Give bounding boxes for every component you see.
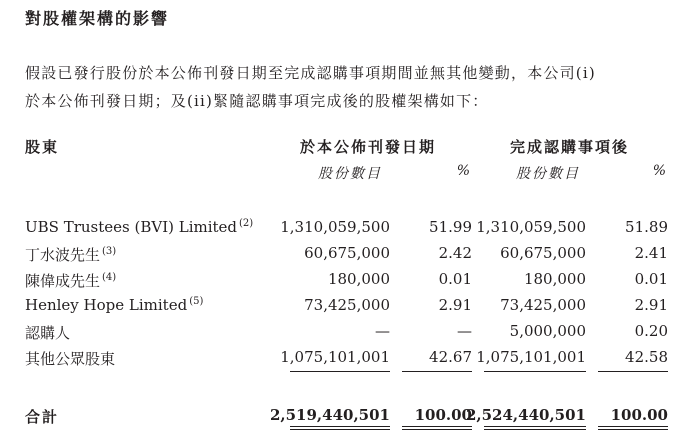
shareholder-header: 股東 xyxy=(25,138,60,156)
total-pct-after: 100.00 xyxy=(610,406,668,424)
pct-after-cell: 2.41 xyxy=(634,244,668,262)
pct-after-cell: 42.58 xyxy=(625,348,668,366)
intro-line-2: 於本公佈刊發日期；及(ii)緊隨認購事項完成後的股權架構如下： xyxy=(25,92,489,110)
pct-now-cell: — xyxy=(457,322,472,340)
shares-subheader-now: 股份數目 xyxy=(318,166,382,182)
shareholder-name xyxy=(25,296,203,314)
pct-after-cell: 0.20 xyxy=(634,322,668,340)
shareholder-name-text: 其他公眾股東 xyxy=(25,350,116,368)
shareholder-name xyxy=(25,270,116,291)
pct-now-cell: 2.42 xyxy=(438,244,472,262)
shares-now-cell: 1,310,059,500 xyxy=(280,218,390,236)
section-heading: 對股權架構的影響 xyxy=(25,9,170,28)
intro-line-1: 假設已發行股份於本公佈刊發日期至完成認購事項期間並無其他變動，本公司(i) xyxy=(25,64,596,82)
total-pct-now: 100.00 xyxy=(414,406,472,424)
total-line-2-pct-now xyxy=(402,429,472,430)
subtotal-line-pct-now xyxy=(402,371,472,372)
total-shares-now: 2,519,440,501 xyxy=(269,406,390,424)
shares-after-cell: 73,425,000 xyxy=(500,296,586,314)
footnote-ref: (5) xyxy=(189,296,204,307)
shares-now-cell: 60,675,000 xyxy=(304,244,390,262)
shares-subheader-after: 股份數目 xyxy=(516,166,580,182)
pct-now-cell: 42.67 xyxy=(429,348,472,366)
total-line-1-pct-now xyxy=(402,426,472,427)
subtotal-line-shares-now xyxy=(290,371,390,372)
subtotal-line-shares-after xyxy=(484,371,586,372)
footnote-ref: (3) xyxy=(102,246,117,257)
total-label: 合計 xyxy=(25,408,60,426)
shares-now-cell: 1,075,101,001 xyxy=(280,348,390,366)
pct-after-cell: 2.91 xyxy=(634,296,668,314)
shares-after-cell: 60,675,000 xyxy=(500,244,586,262)
total-line-1-shares-after xyxy=(484,426,586,427)
shareholder-name-text: Henley Hope Limited xyxy=(25,296,188,314)
shareholder-name-text: 陳偉成先生 xyxy=(25,272,101,290)
pct-now-cell: 51.99 xyxy=(429,218,472,236)
pct-now-cell: 0.01 xyxy=(438,270,472,288)
total-line-1-shares-now xyxy=(290,426,390,427)
pct-subheader-now: % xyxy=(456,163,472,179)
shares-after-cell: 5,000,000 xyxy=(509,322,586,340)
subtotal-line-pct-after xyxy=(598,371,668,372)
pct-now-cell: 2.91 xyxy=(438,296,472,314)
shareholder-name xyxy=(25,322,70,343)
pct-after-cell: 51.89 xyxy=(625,218,668,236)
shares-now-cell: 73,425,000 xyxy=(304,296,390,314)
group-header-after: 完成認購事項後 xyxy=(510,138,630,156)
total-shares-after: 2,524,440,501 xyxy=(465,406,586,424)
shareholder-name xyxy=(25,244,116,265)
shares-after-cell: 1,075,101,001 xyxy=(476,348,586,366)
pct-subheader-after: % xyxy=(652,163,668,179)
shareholder-name xyxy=(25,348,115,369)
shareholder-name xyxy=(25,218,253,236)
shareholder-name-text: UBS Trustees (BVI) Limited xyxy=(25,218,238,236)
total-line-1-pct-after xyxy=(598,426,668,427)
shareholder-name-text: 丁水波先生 xyxy=(25,246,101,264)
total-line-2-shares-after xyxy=(484,429,586,430)
total-line-2-shares-now xyxy=(290,429,390,430)
footnote-ref: (2) xyxy=(239,218,254,229)
footnote-ref: (4) xyxy=(102,272,117,283)
shares-after-cell: 1,310,059,500 xyxy=(476,218,586,236)
shares-after-cell: 180,000 xyxy=(523,270,586,288)
shares-now-cell: — xyxy=(375,322,390,340)
pct-after-cell: 0.01 xyxy=(634,270,668,288)
total-line-2-pct-after xyxy=(598,429,668,430)
shares-now-cell: 180,000 xyxy=(327,270,390,288)
shareholder-name-text: 認購人 xyxy=(25,324,71,342)
group-header-now: 於本公佈刊發日期 xyxy=(300,138,437,156)
